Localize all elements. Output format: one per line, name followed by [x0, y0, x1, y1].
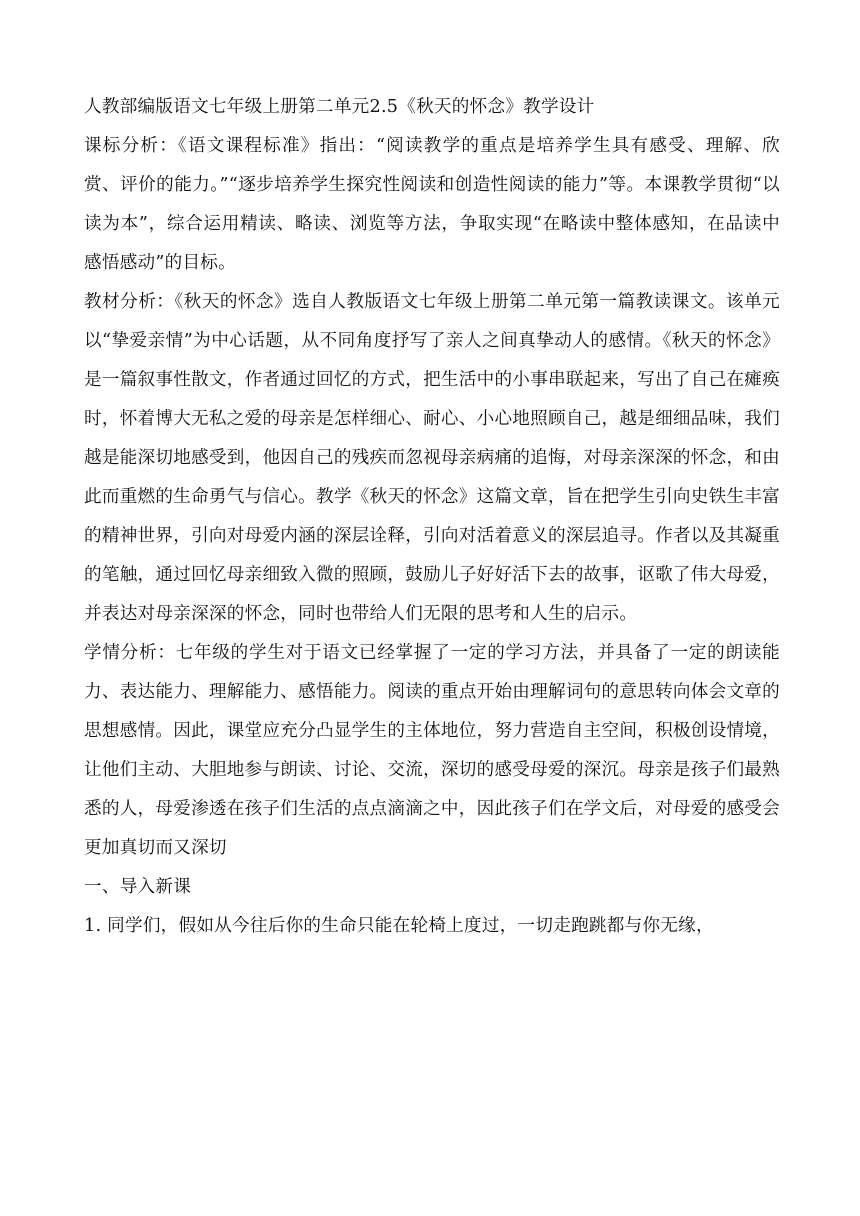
document-page [84, 88, 780, 946]
list-item: 1. 同学们，假如从今往后你的生命只能在轮椅上度过，一切走跑跳都与你无缘， [84, 916, 714, 936]
curriculum-analysis-paragraph: 课标分析：《语文课程标准》指出：“阅读教学的重点是培养学生具有感受、理解、欣赏、评价的能力。”“逐步培养学生探究性阅读和创造性阅读的能力”等。本课教学贯彻“以读为本”，综合运用精读、略读、浏览等方法，争取实现“在略读中整体感知，在品读中感悟感动”的目标。 [84, 136, 780, 273]
student-analysis-paragraph: 学情分析：七年级的学生对于语文已经掌握了一定的学习方法，并具备了一定的朗读能力、表达能力、理解能力、感悟能力。阅读的重点开始由理解词句的意思转向体会文章的思想感情。因此，课堂应充分凸显学生的主体地位，努力营造自主空间，积极创设情境，让他们主动、大胆地参与朗读、讨论、交流，深切的感受母爱的深沉。母亲是孩子们最熟悉的人，母爱渗透在孩子们生活的点点滴滴之中，因此孩子们在学文后，对母爱的感受会更加真切而又深切 [84, 643, 780, 858]
document-title: 人教部编版语文七年级上册第二单元2.5《秋天的怀念》教学设计 [84, 97, 595, 117]
section-heading: 一、导入新课 [84, 877, 192, 897]
textbook-analysis-paragraph: 教材分析：《秋天的怀念》选自人教版语文七年级上册第二单元第一篇教读课文。该单元以“挚爱亲情”为中心话题，从不同角度抒写了亲人之间真挚动人的感情。《秋天的怀念》是一篇叙事性散文，作者通过回忆的方式，把生活中的小事串联起来，写出了自己在瘫痪时，怀着博大无私之爱的母亲是怎样细心、耐心、小心地照顾自己，越是细细品味，我们越是能深切地感受到，他因自己的残疾而忽视母亲病痛的追悔，对母亲深深的怀念，和由此而重燃的生命勇气与信心。教学《秋天的怀念》这篇文章，旨在把学生引向史铁生丰富的精神世界，引向对母爱内涵的深层诠释，引向对活着意义的深层追寻。作者以及其凝重的笔触，通过回忆母亲细致入微的照顾，鼓励儿子好好活下去的故事，讴歌了伟大母爱，并表达对母亲深深的怀念，同时也带给人们无限的思考和人生的启示。 [84, 292, 780, 624]
